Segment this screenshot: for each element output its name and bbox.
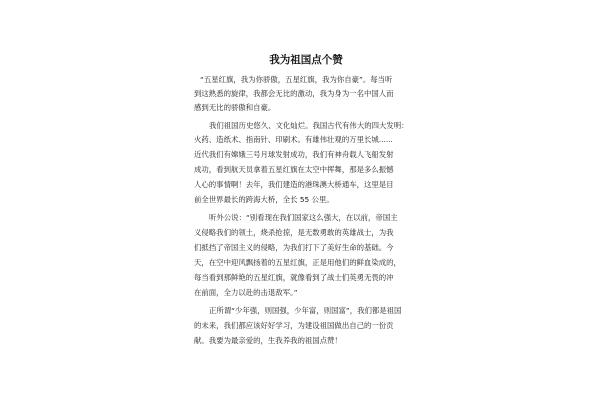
essay-line: 们抵挡了帝国主义的侵略，为我们打下了美好生命的基础。今	[194, 243, 394, 252]
essay-line: 我们祖国历史悠久、文化灿烂。我国古代有伟大的四大发明：	[209, 121, 409, 130]
essay-line: 献。我要为最亲爱的，生我养我的祖国点赞！	[194, 336, 342, 345]
essay-line: “五星红旗，我为你骄傲，五星红旗，我为你自豪”。每当听	[200, 75, 393, 84]
essay-line: 近代我们有嫦娥三号月球发射成功，我们有神舟载人飞船发射	[194, 150, 394, 159]
essay-line: 到这熟悉的旋律，我都会无比的激动，我为身为一名中国人而	[194, 89, 394, 98]
essay-line: 感到无比的骄傲和自豪。	[194, 103, 276, 112]
essay-line: 在前面，全力以赴的击退敌军。”	[194, 288, 298, 297]
essay-title: 我为祖国点个赞	[269, 54, 343, 66]
essay-line: 人心的事情啊！去年，我们建造的港珠澳大桥通车，这里是目	[194, 180, 394, 189]
essay-line: 义侵略我们的领土，烧杀抢掠，是无数勇敢的英雄战士，为我	[194, 228, 394, 237]
essay-line: 每当看到那鲜艳的五星红旗，就像看到了战士们英勇无畏的冲	[194, 273, 394, 282]
essay-line: 前全世界最长的跨海大桥，全长 55 公里。	[194, 195, 334, 204]
essay-line: 听外公说：“别看现在我们国家这么强大，在以前，帝国主	[209, 213, 398, 222]
essay-line: 天，在空中迎风飘扬着的五星红旗，正是用他们的鲜血染成的，	[194, 258, 401, 267]
essay-line: 的未来，我们都应该好好学习，为建设祖国做出自己的一份贡	[194, 321, 394, 330]
essay-line: 成功，看到航天员拿着五星红旗在太空中挥舞，那是多么振憾	[194, 165, 394, 174]
essay-line: 正所谓“少年强，则国强，少年富，则国富”，我们都是祖国	[209, 306, 402, 315]
essay-line: 火药、造纸术、指南针、印刷术。有雄伟壮观的万里长城......	[194, 135, 393, 144]
